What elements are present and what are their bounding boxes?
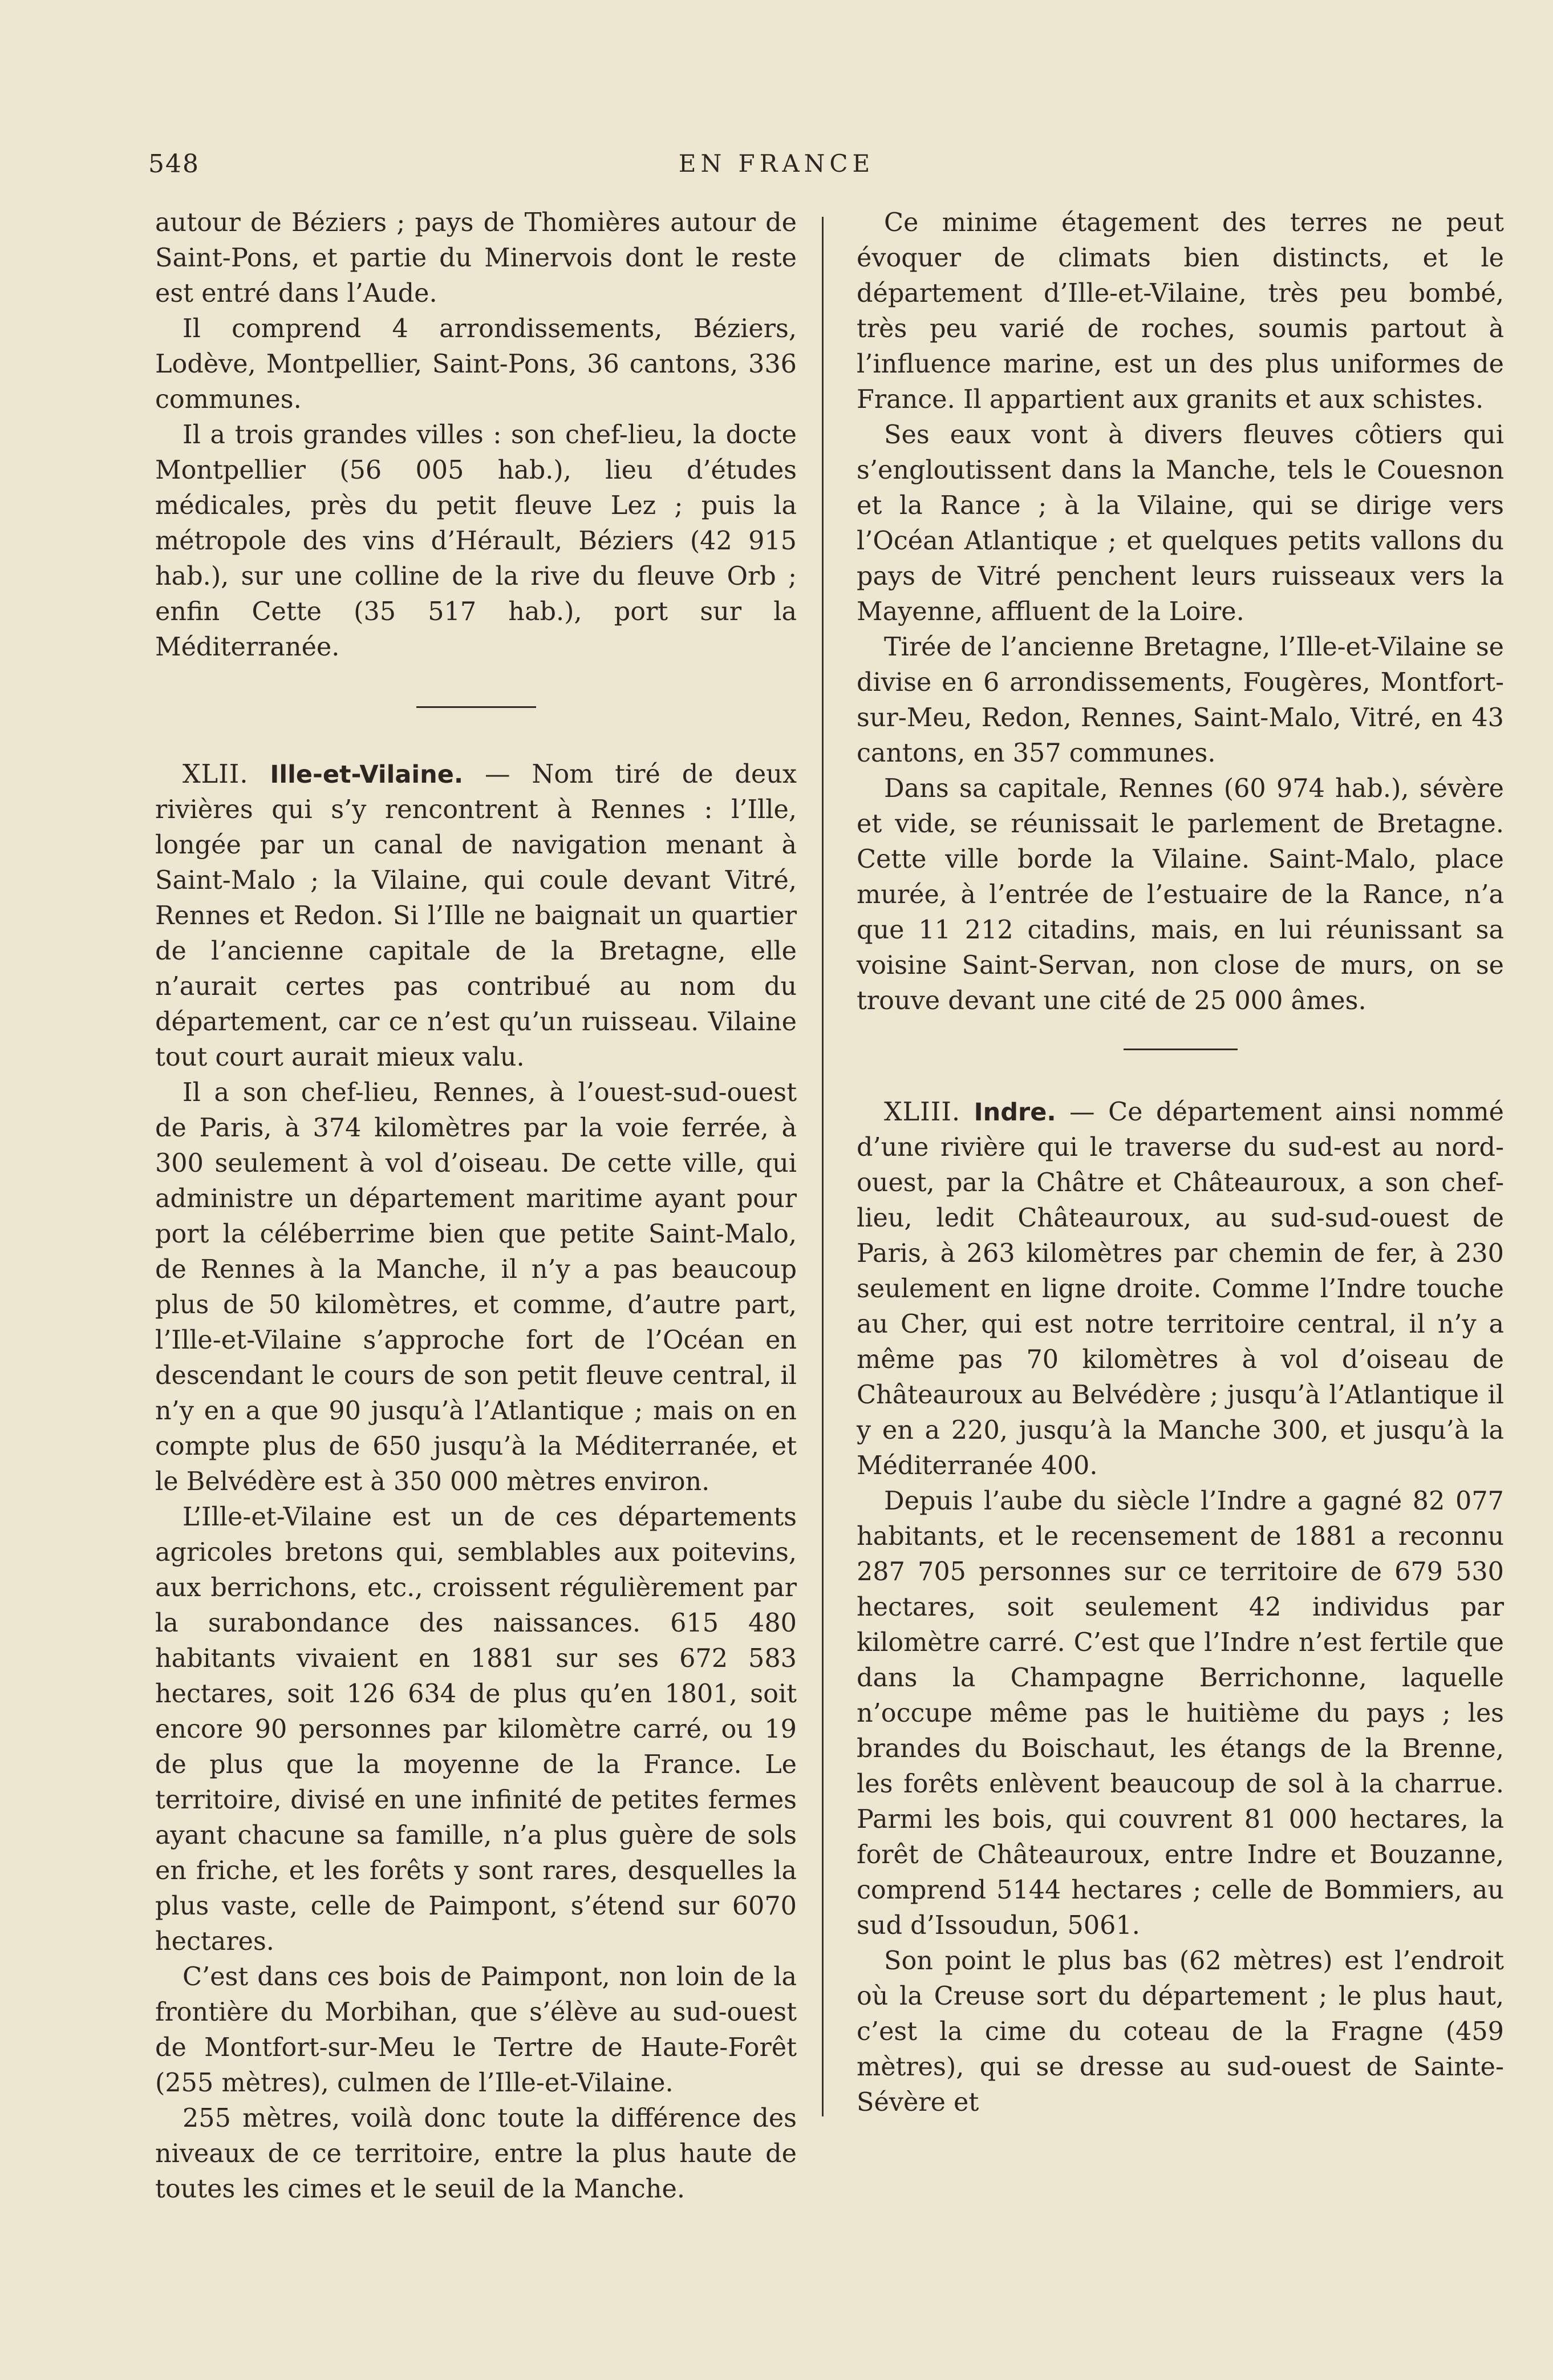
left-column <box>155 205 797 2207</box>
paragraph: autour de Béziers ; pays de Thomières autour de Saint-Pons, et partie du Minervois dont le reste est entré dans l’Aude. <box>155 208 797 308</box>
paragraph: Son point le plus bas (62 mètres) est l’endroit où la Creuse sort du département ; le plus haut, c’est la cime du coteau de la Fragne (459 mètres), qui se dresse au sud-ouest de Sainte-Sévère et <box>857 1946 1504 2117</box>
section-title: Indre. <box>974 1098 1056 1127</box>
section-paragraph <box>155 757 797 1075</box>
paragraph: C’est dans ces bois de Paimpont, non loin de la frontière du Morbihan, que s’élève au sud-ouest de Montfort-sur-Meu le Tertre de Haute-Forêt (255 mètres), culmen de l’Ille-et-Vilaine. <box>155 1962 797 2098</box>
page-header <box>148 149 1405 184</box>
paragraph: Ce minime étagement des terres ne peut évoquer de climats bien distincts, et le département d’Ille-et-Vilaine, très peu bombé, très peu varié de roches, soumis partout à l’influence marine, est un des plus uniformes de France. Il appartient aux granits et aux schistes. <box>857 208 1504 414</box>
paragraph: Depuis l’aube du siècle l’Indre a gagné 82 077 habitants, et le recensement de 1881 a reconnu 287 705 personnes sur ce territoire de 679 530 hectares, soit seulement 42 individus par kilomètre carré. C’est que l’Indre n’est fertile que dans la Champagne Berrichonne, laquelle n’occupe même pas le huitième du pays ; les brandes du Boischaut, les étangs de la Brenne, les forêts enlèvent beaucoup de sol à la charrue. Parmi les bois, qui couvrent 81 000 hectares, la forêt de Châteauroux, entre Indre et Bouzanne, comprend 5144 hectares ; celle de Bommiers, au sud d’Issoudun, 5061. <box>857 1487 1504 1940</box>
paragraph: Ses eaux vont à divers fleuves côtiers qui s’engloutissent dans la Manche, tels le Couesnon et la Rance ; à la Vilaine, qui se dirige vers l’Océan Atlantique ; et quelques petits vallons du pays de Vitré penchent leurs ruisseaux vers la Mayenne, affluent de la Loire. <box>857 420 1504 626</box>
section-number: XLIII. <box>884 1098 961 1127</box>
page-number: 548 <box>148 149 200 179</box>
section-text: — Ce département ainsi nommé d’une rivière qui le traverse du sud-est au nord-ouest, par la Châtre et Châteauroux, a son chef-lieu, ledit Châteauroux, au sud-sud-ouest de Paris, à 263 kilomètres par chemin de fer, à 230 seulement en ligne droite. Comme l’Indre touche au Cher, qui est notre territoire central, il n’y a même pas 70 kilomètres à vol d’oiseau de Châteauroux au Belvédère ; jusqu’à l’Atlantique il y en a 220, jusqu’à la Manche 300, et jusqu’à la Méditerranée 400. <box>857 1098 1504 1480</box>
section-title: Ille-et-Vilaine. <box>270 760 464 789</box>
column-rule <box>822 217 824 2116</box>
paragraph: Dans sa capitale, Rennes (60 974 hab.), sévère et vide, se réunissait le parlement de Bretagne. Cette ville borde la Vilaine. Saint-Malo, place murée, à l’entrée de l’estuaire de la Rance, n’a que 11 212 citadins, mais, en lui réunissant sa voisine Saint-Servan, non close de murs, on se trouve devant une cité de 25 000 âmes. <box>857 774 1504 1015</box>
paragraph: Il a son chef-lieu, Rennes, à l’ouest-sud-ouest de Paris, à 374 kilomètres par la voie ferrée, à 300 seulement à vol d’oiseau. De cette ville, qui administre un département maritime ayant pour port la céléberrime bien que petite Saint-Malo, de Rennes à la Manche, il n’y a pas beaucoup plus de 50 kilomètres, et comme, d’autre part, l’Ille-et-Vilaine s’approche fort de l’Océan en descendant le cours de son petit fleuve central, il n’y en a que 90 jusqu’à l’Atlantique ; mais on en compte plus de 650 jusqu’à la Méditerranée, et le Belvédère est à 350 000 mètres environ. <box>155 1078 797 1496</box>
section-divider <box>1124 1049 1238 1050</box>
section-paragraph <box>857 1095 1504 1484</box>
paragraph: L’Ille-et-Vilaine est un de ces départements agricoles bretons qui, semblables aux poitevins, aux berrichons, etc., croissent régulièrement par la surabondance des naissances. 615 480 habitants vivaient en 1881 sur ses 672 583 hectares, soit 126 634 de plus qu’en 1801, soit encore 90 personnes par kilomètre carré, ou 19 de plus que la moyenne de la France. Le territoire, divisé en une infinité de petites fermes ayant chacune sa famille, n’a plus guère de sols en friche, et les forêts y sont rares, desquelles la plus vaste, celle de Paimpont, s’étend sur 6070 hectares. <box>155 1503 797 1956</box>
paragraph: Tirée de l’ancienne Bretagne, l’Ille-et-Vilaine se divise en 6 arrondissements, Fougères, Montfort-sur-Meu, Redon, Rennes, Saint-Malo, Vitré, en 43 cantons, en 357 communes. <box>857 633 1504 768</box>
section-number: XLII. <box>183 760 249 789</box>
right-column <box>857 205 1504 2120</box>
paragraph: 255 mètres, voilà donc toute la différence des niveaux de ce territoire, entre la plus haute de toutes les cimes et le seuil de la Manche. <box>155 2104 797 2204</box>
paragraph: Il a trois grandes villes : son chef-lieu, la docte Montpellier (56 005 hab.), lieu d’études médicales, près du petit fleuve Lez ; puis la métropole des vins d’Hérault, Béziers (42 915 hab.), sur une colline de la rive du fleuve Orb ; enfin Cette (35 517 hab.), port sur la Méditerranée. <box>155 420 797 662</box>
section-text: — Nom tiré de deux rivières qui s’y rencontrent à Rennes : l’Ille, longée par un canal de navigation menant à Saint-Malo ; la Vilaine, qui coule devant Vitré, Rennes et Redon. Si l’Ille ne baignait un quartier de l’ancienne capitale de la Bretagne, elle n’aurait certes pas contribué au nom du département, car ce n’est qu’un ruisseau. Vilaine tout court aurait mieux valu. <box>155 760 797 1072</box>
running-title: EN FRANCE <box>678 149 875 177</box>
paragraph: Il comprend 4 arrondissements, Béziers, Lodève, Montpellier, Saint-Pons, 36 cantons, 336 communes. <box>155 314 797 414</box>
section-divider <box>416 706 536 708</box>
